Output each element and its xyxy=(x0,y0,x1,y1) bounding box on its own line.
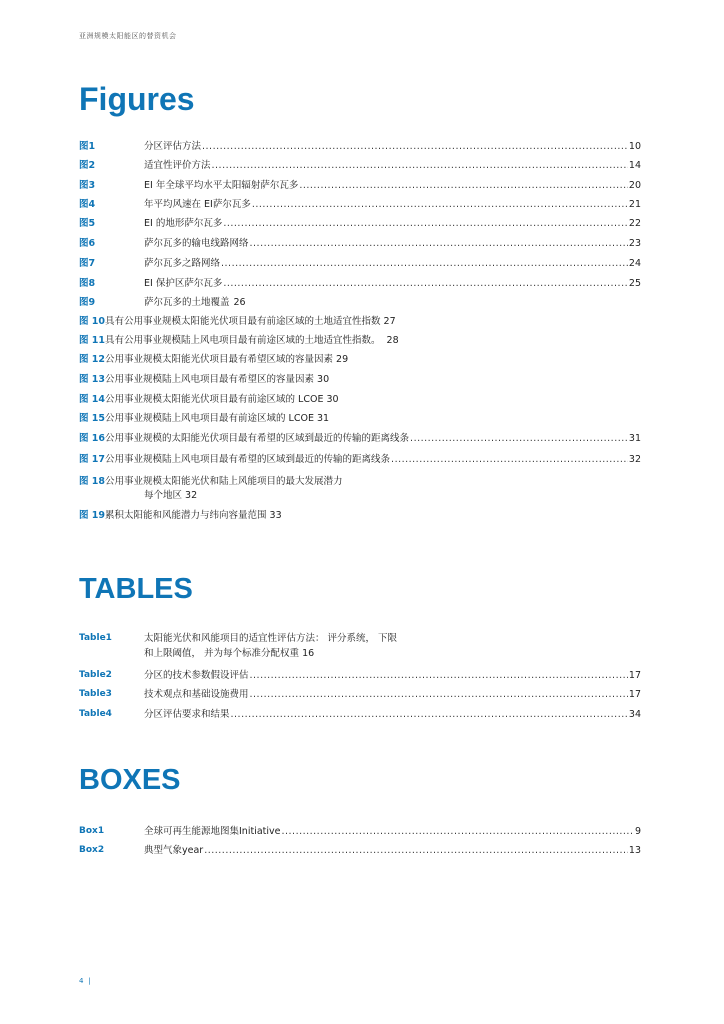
entry-title: EI 的地形萨尔瓦多 xyxy=(144,218,223,229)
entry-label: Table3 xyxy=(79,689,112,699)
figures-heading: Figures xyxy=(79,81,195,117)
entry-label: 图5 xyxy=(79,218,96,229)
entry-label: 图9 xyxy=(79,297,96,308)
entry-label: 图 13 xyxy=(79,374,106,385)
entry-title: 公用事业规模的太阳能光伏项目最有希望的区域到最近的传输的距离线条 xyxy=(105,433,410,444)
entry-title: 萨尔瓦多之路网络 xyxy=(144,258,221,269)
toc-entry-figure-10[interactable] xyxy=(79,315,641,328)
leader-dots xyxy=(204,844,628,857)
entry-page: 24 xyxy=(628,258,641,269)
entry-page: 34 xyxy=(628,709,641,720)
entry-title: 具有公用事业规模太阳能光伏项目最有前途区域的土地适宜性指数 xyxy=(105,316,381,327)
entry-label: 图7 xyxy=(79,258,96,269)
entry-page: 32 xyxy=(185,490,198,501)
entry-page: 25 xyxy=(628,278,641,289)
entry-page: 17 xyxy=(628,670,641,681)
toc-entry-figure-19[interactable] xyxy=(79,509,641,522)
entry-title: 具有公用事业规模陆上风电项目最有前途区域的土地适宜性指数。 xyxy=(105,335,381,346)
toc-entry-figure-14[interactable] xyxy=(79,393,641,406)
toc-entry-figure-16[interactable] xyxy=(79,432,641,445)
entry-title: 萨尔瓦多的输电线路网络 xyxy=(144,238,249,249)
entry-label: 图 18 xyxy=(79,476,106,487)
entry-title: 公用事业规模陆上风电项目最有希望区的容量因素 xyxy=(105,374,315,385)
footer-separator: | xyxy=(88,977,91,985)
entry-label: 图1 xyxy=(79,141,96,152)
entry-title: 累积太阳能和风能潜力与纬向容量范围 xyxy=(105,510,267,521)
entry-label: 图2 xyxy=(79,160,96,171)
toc-entry-figure-11[interactable] xyxy=(79,334,641,347)
entry-label: 图 17 xyxy=(79,454,106,465)
leader-dots xyxy=(221,257,628,270)
entry-page: 31 xyxy=(628,433,641,444)
entry-title: 太阳能光伏和风能项目的适宜性评估方法： 评分系统， 下限 xyxy=(144,633,398,644)
entry-label: Table2 xyxy=(79,670,112,680)
entry-label: 图 14 xyxy=(79,394,106,405)
leader-dots xyxy=(231,708,628,721)
entry-title: 公用事业规模陆上风电项目最有前途区域的 LCOE xyxy=(105,413,314,424)
entry-label: 图6 xyxy=(79,238,96,249)
entry-page: 14 xyxy=(628,160,641,171)
entry-page: 9 xyxy=(634,826,641,837)
entry-page: 29 xyxy=(336,354,349,365)
entry-title: EI 年全球平均水平太阳辐射萨尔瓦多 xyxy=(144,180,299,191)
toc-entry-figure-18[interactable] xyxy=(79,475,641,503)
entry-title: 全球可再生能源地图集Initiative xyxy=(144,826,281,837)
toc-entry-figure-15[interactable] xyxy=(79,412,641,425)
toc-entry-figure-13[interactable] xyxy=(79,373,641,386)
leader-dots xyxy=(252,198,628,211)
leader-dots xyxy=(410,432,628,445)
entry-page: 30 xyxy=(317,374,330,385)
leader-dots xyxy=(202,140,628,153)
leader-dots xyxy=(391,453,628,466)
page-footer xyxy=(79,977,91,985)
entry-page: 10 xyxy=(628,141,641,152)
leader-dots xyxy=(250,237,628,250)
entry-title: 适宜性评价方法 xyxy=(144,160,211,171)
leader-dots xyxy=(212,159,628,172)
page-number: 4 xyxy=(79,977,84,985)
entry-title: 典型气象year xyxy=(144,845,204,856)
entry-label: 图3 xyxy=(79,180,96,191)
entry-page: 27 xyxy=(383,316,396,327)
entry-page: 26 xyxy=(233,297,246,308)
entry-title: 分区的技术参数假设评估 xyxy=(144,670,249,681)
tables-heading: TABLES xyxy=(79,573,193,605)
toc-entry-figure-17[interactable] xyxy=(79,453,641,466)
entry-title: 公用事业规模太阳能光伏和陆上风能项目的最大发展潜力 xyxy=(105,476,343,487)
toc-entry-table-1[interactable] xyxy=(79,632,641,660)
leader-dots xyxy=(223,277,628,290)
entry-title: 分区评估方法 xyxy=(144,141,202,152)
leader-dots xyxy=(299,179,628,192)
entry-title: 年平均风速在 EI萨尔瓦多 xyxy=(144,199,251,210)
entry-title: EI 保护区萨尔瓦多 xyxy=(144,278,223,289)
running-head: 亚洲规模太阳能区的替资机会 xyxy=(79,32,177,40)
entry-title: 技术观点和基础设施费用 xyxy=(144,689,249,700)
entry-page: 23 xyxy=(628,238,641,249)
entry-label: 图 12 xyxy=(79,354,106,365)
entry-page: 31 xyxy=(316,413,330,424)
entry-label: 图 19 xyxy=(79,510,106,521)
entry-page: 32 xyxy=(628,454,641,465)
entry-label: 图 10 xyxy=(79,316,106,327)
entry-page: 17 xyxy=(628,689,641,700)
entry-page: 20 xyxy=(628,180,641,191)
entry-page: 21 xyxy=(628,199,641,210)
entry-label: 图 16 xyxy=(79,433,106,444)
entry-page: 33 xyxy=(269,510,282,521)
entry-page: 16 xyxy=(302,648,315,659)
entry-label: 图4 xyxy=(79,199,96,210)
entry-title: 萨尔瓦多的土地覆盖 xyxy=(144,297,230,308)
entry-label: 图 15 xyxy=(79,413,106,424)
entry-title: 公用事业规模太阳能光伏项目最有前途区域的 LCOE xyxy=(105,394,324,405)
entry-page: 13 xyxy=(628,845,641,856)
entry-label: Box2 xyxy=(79,845,105,855)
entry-title: 公用事业规模陆上风电项目最有希望的区域到最近的传输的距离线条 xyxy=(105,454,391,465)
entry-page: 22 xyxy=(628,218,641,229)
entry-label: Table1 xyxy=(79,633,112,643)
leader-dots xyxy=(250,688,628,701)
boxes-heading: BOXES xyxy=(79,764,181,796)
entry-title: 分区评估要求和结果 xyxy=(144,709,230,720)
entry-label: 图 11 xyxy=(79,335,106,346)
entry-page: 30 xyxy=(326,394,339,405)
entry-label: Box1 xyxy=(79,826,105,836)
entry-label: 图8 xyxy=(79,278,96,289)
entry-title-line2: 每个地区 xyxy=(144,490,183,501)
entry-label: Table4 xyxy=(79,709,112,719)
leader-dots xyxy=(250,669,628,682)
toc-entry-figure-12[interactable] xyxy=(79,353,641,366)
entry-title-line2: 和上限阈值， 并为每个标准分配权重 xyxy=(144,648,300,659)
leader-dots xyxy=(223,217,628,230)
entry-page: 28 xyxy=(386,335,399,346)
leader-dots xyxy=(281,825,633,838)
entry-title: 公用事业规模太阳能光伏项目最有希望区域的容量因素 xyxy=(105,354,334,365)
